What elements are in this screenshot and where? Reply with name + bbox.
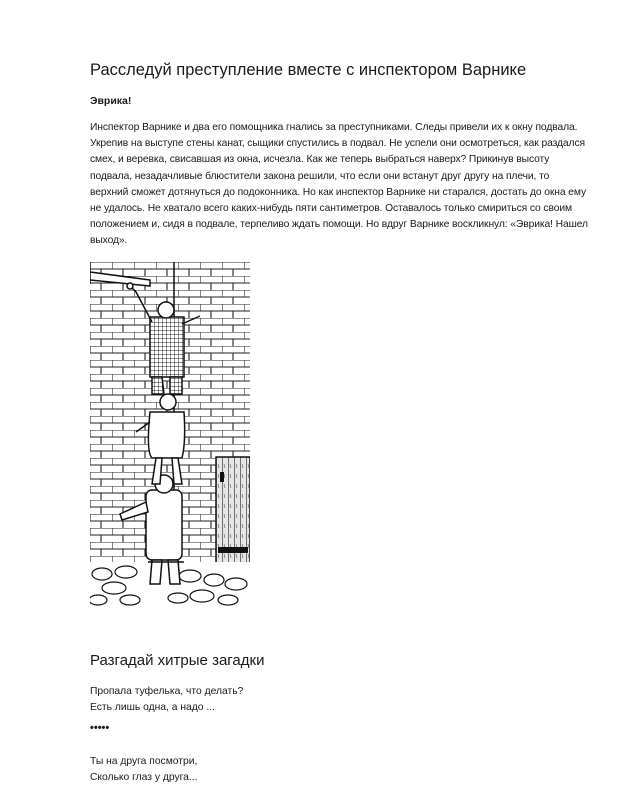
riddle-1	[90, 684, 490, 715]
detectives-illustration	[90, 262, 250, 607]
riddle-separator: •••••	[90, 722, 110, 734]
story-subtitle: Эврика!	[90, 95, 132, 107]
riddle-1-line-2: Есть лишь одна, а надо ...	[90, 701, 215, 713]
page-title: Расследуй преступление вместе с инспектором Варнике	[90, 61, 527, 79]
riddle-2	[90, 754, 490, 785]
riddles-heading: Разгадай хитрые загадки	[90, 652, 265, 669]
riddle-2-line-2: Сколько глаз у друга...	[90, 771, 198, 783]
story-text: Инспектор Варнике и два его помощника гнались за преступниками. Следы привели их к окну подвала. Укрепив на выступе стены канат, сыщики спустились в подвал. Не успели они осмотреться, как раздался смех, и веревка, свисавшая из окна, исчезла. Как же теперь выбраться наверх? Прикинув высоту подвала, незадачливые блюстители закона решили, что если они встанут друг другу на плечи, то верхний сможет дотянуться до подоконника. Но как инспектор Варнике ни старался, достать до окна ему не удалось. Не хватало всего каких-нибудь пяти сантиметров. Оставалось только смириться со своим положением и, сидя в подвале, терпеливо ждать помощи. Но вдруг Варнике воскликнул: «Эврика! Нашел выход».	[90, 122, 588, 247]
riddle-1-line-1: Пропала туфелька, что делать?	[90, 686, 244, 697]
riddle-2-line-1: Ты на друга посмотри,	[90, 756, 198, 767]
